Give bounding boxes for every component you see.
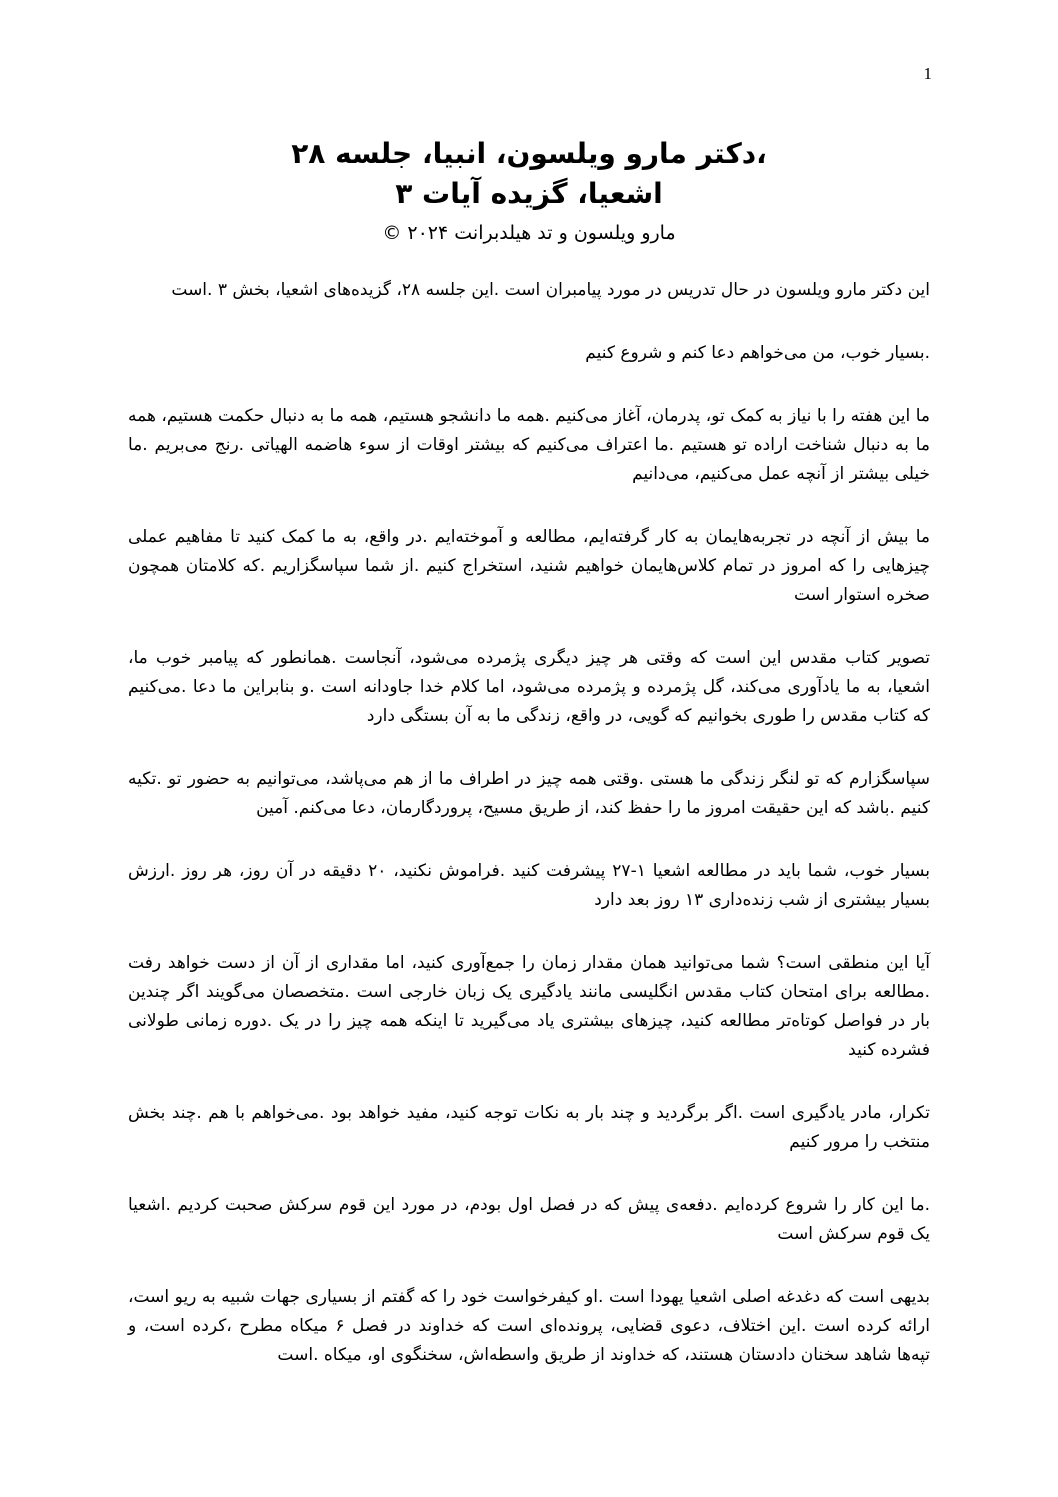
paragraph: تصویر کتاب مقدس این است که وقتی هر چیز دیگری پژمرده می‌شود، آنجاست .همانطور که پیامبر خوب ما، اشعیا، به ما یادآوری می‌کند، گل پژمرده و پژمرده می‌شود، اما کلام خدا جاودانه است .و بنابراین ما دعا .می‌کنیم که کتاب مقدس را طوری بخوانیم که گویی، در واقع، زندگی ما به آن بستگی دارد (128, 648, 930, 726)
paragraph: تکرار، مادر یادگیری است .اگر برگردید و چند بار به نکات توجه کنید، مفید خواهد بود .می‌خواهم با هم .چند بخش منتخب را مرور کنیم (128, 1103, 930, 1152)
paragraph: بسیار خوب، شما باید در مطالعه اشعیا ۱-۲۷ پیشرفت کنید .فراموش نکنید، ۲۰ دقیقه در آن روز، هر روز .ارزش بسیار بیشتری از شب زنده‌داری ۱۳ روز بعد دارد (128, 861, 930, 910)
document-body (128, 276, 930, 1404)
paragraph: سپاسگزارم که تو لنگر زندگی ما هستی .وقتی همه چیز در اطراف ما از هم می‌پاشد، می‌توانیم به حضور تو .تکیه کنیم .باشد که این حقیقت امروز ما را حفظ کند، از طریق مسیح، پروردگارمان، دعا می‌کنم. آمین (128, 769, 930, 818)
paragraph: ما این هفته را با نیاز به کمک تو، پدرمان، آغاز می‌کنیم .همه ما دانشجو هستیم، همه ما به دنبال حکمت هستیم، همه ما به دنبال شناخت اراده تو هستیم .ما اعتراف می‌کنیم که بیشتر اوقات از سوء هاضمه الهیاتی .رنج می‌بریم .ما خیلی بیشتر از آنچه عمل می‌کنیم، می‌دانیم (128, 406, 930, 484)
author-copyright: مارو ویلسون و تد هیلدبرانت ۲۰۲۴ © (382, 222, 676, 244)
paragraph: .ما این کار را شروع کرده‌ایم .دفعه‌ی پیش که در فصل اول بودم، در مورد این قوم سرکش صحبت کردیم .اشعیا یک قوم سرکش است (128, 1195, 930, 1244)
page-number: 1 (923, 64, 932, 83)
paragraph: ما بیش از آنچه در تجربه‌هایمان به کار گرفته‌ایم، مطالعه و آموخته‌ایم .در واقع، به ما کمک کنید تا مفاهیم عملی چیزهایی را که امروز در تمام کلاس‌هایمان خواهیم شنید، استخراج کنیم .از شما سپاسگزاریم .که کلامتان همچون صخره استوار است (128, 527, 930, 605)
paragraph: آیا این منطقی است؟ شما می‌توانید همان مقدار زمان را جمع‌آوری کنید، اما مقداری از آن از دست خواهد رفت .مطالعه برای امتحان کتاب مقدس انگلیسی مانند یادگیری یک زبان خارجی است .متخصصان می‌گویند اگر چندین بار در فواصل کوتاه‌تر مطالعه کنید، چیزهای بیشتری یاد می‌گیرید تا اینکه همه چیز را در یک .دوره زمانی طولانی فشرده کنید (128, 953, 930, 1060)
title-line-1: ،دکتر مارو ویلسون، انبیا، جلسه ۲۸ (291, 137, 767, 170)
paragraph: بدیهی است که دغدغه اصلی اشعیا یهودا است .او کیفرخواست خود را که گفتم از بسیاری جهات شبیه به ریو است، ارائه کرده است .این اختلاف، دعوی قضایی، پرونده‌ای است که خداوند در فصل ۶ میکاه مطرح ،کرده است، و تپه‌ها شاهد سخنان دادستان هستند، که خداوند از طریق واسطه‌اش، سخنگوی او، میکاه .است (128, 1287, 930, 1365)
document-header (130, 134, 928, 248)
title-line-2: اشعیا، گزیده آیات ۳ (395, 177, 663, 210)
paragraph: .بسیار خوب، من می‌خواهم دعا کنم و شروع کنیم (585, 343, 930, 363)
paragraph: این دکتر مارو ویلسون در حال تدریس در مورد پیامبران است .این جلسه ۲۸، گزیده‌های اشعیا، بخش ۳ .است (171, 280, 930, 300)
